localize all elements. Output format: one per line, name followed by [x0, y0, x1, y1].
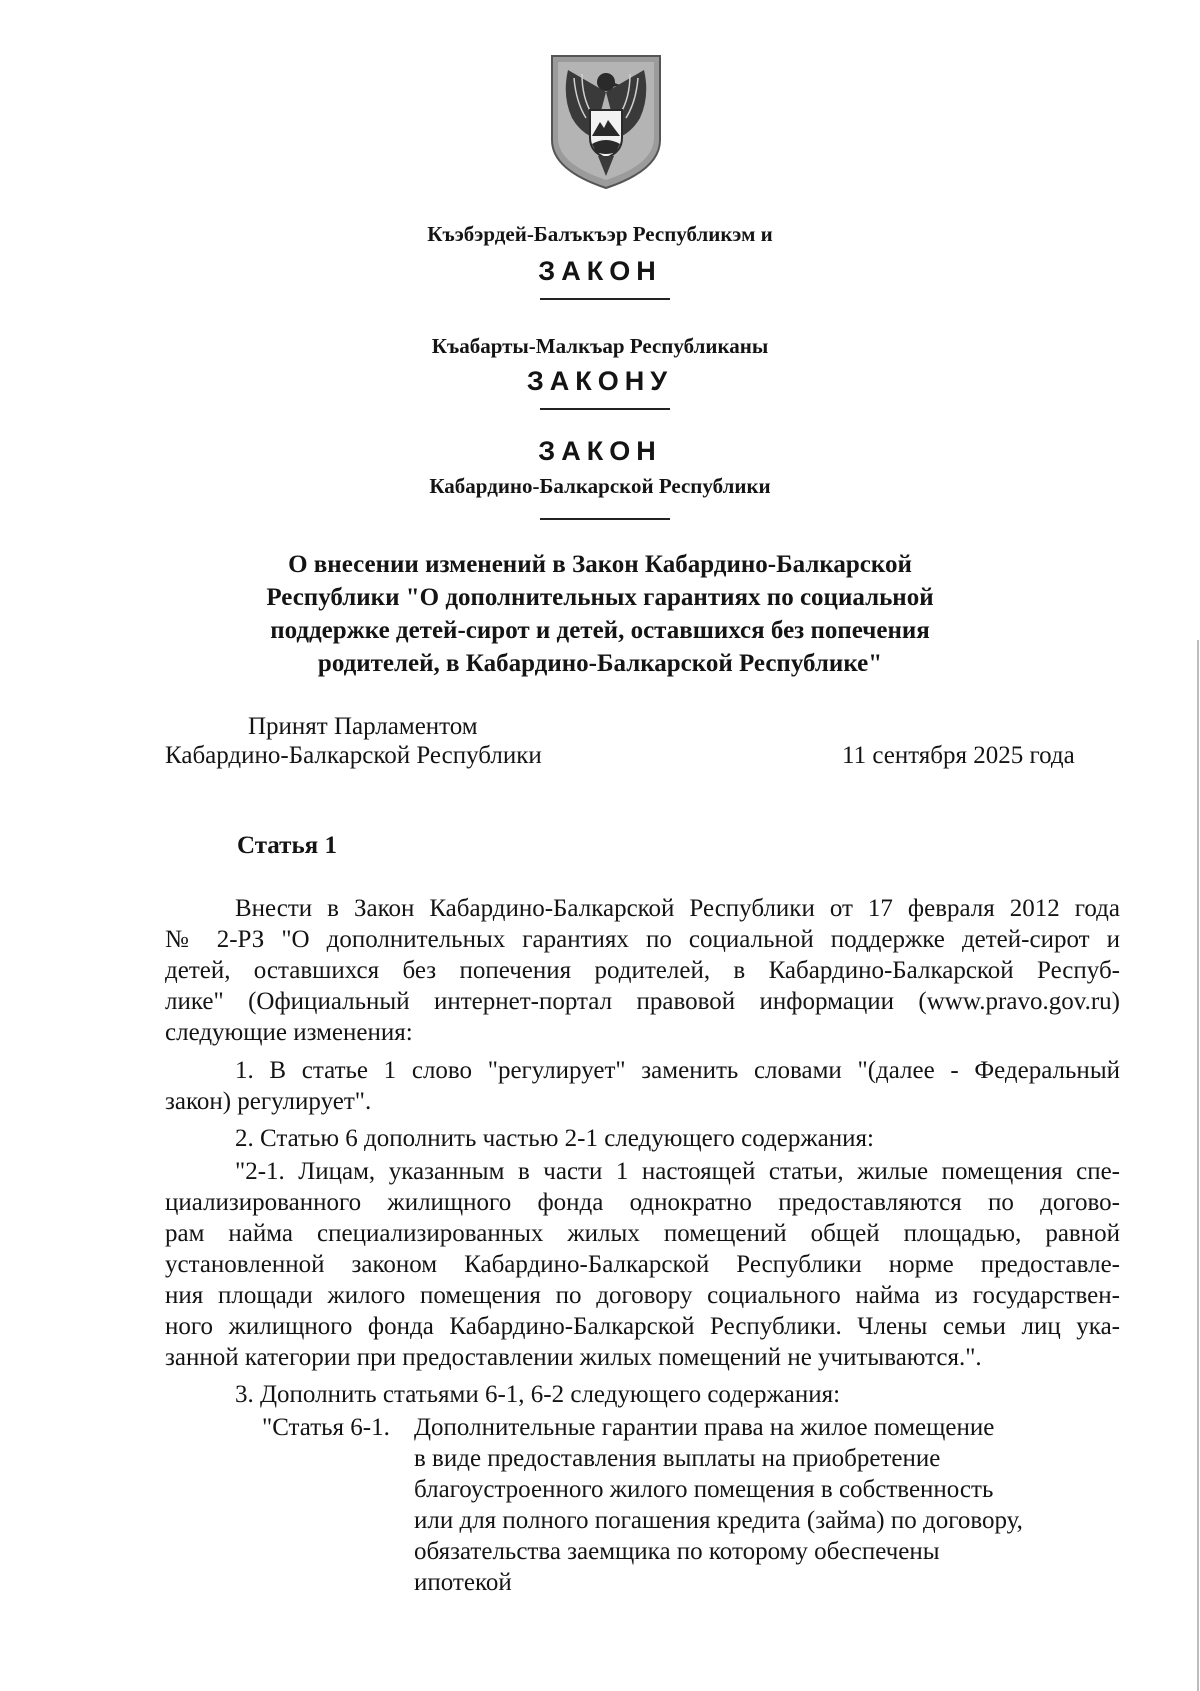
item-3: 3. Дополнить статьями 6-1, 6-2 следующего содержания:	[235, 1381, 841, 1408]
header-rule	[540, 408, 670, 410]
article-6-1-line: в виде предоставления выплаты на приобретение	[414, 1445, 941, 1472]
title-line: поддержке детей-сирот и детей, оставшихся без попечения	[270, 617, 930, 644]
coat-of-arms-emblem	[546, 52, 666, 192]
body-line: закон) регулирует".	[165, 1088, 372, 1115]
article-heading: Статья 1	[237, 832, 337, 859]
body-line: № 2-РЗ "О дополнительных гарантиях по социальной поддержке детей-сирот и	[165, 926, 1120, 953]
balkar-law-word: ЗАКОНУ	[526, 366, 674, 396]
article-6-1-line: или для полного погашения кредита (займа) по договору,	[414, 1507, 1023, 1534]
header-rule	[540, 518, 670, 520]
header-rule	[540, 298, 670, 300]
law-title	[230, 548, 970, 680]
intro-paragraph	[165, 893, 1120, 1048]
russian-header: Кабардино-Балкарской Республики	[429, 474, 771, 498]
body-line: следующие изменения:	[165, 1019, 413, 1046]
body-line: занной категории при предоставлении жилых помещений не учитываются.".	[165, 1344, 982, 1371]
scan-edge-line	[1197, 640, 1199, 1691]
item-2: 2. Статью 6 дополнить частью 2-1 следующего содержания:	[235, 1125, 874, 1152]
body-line: ного жилищного фонда Кабардино-Балкарской Республики. Члены семьи лиц ука-	[165, 1313, 1120, 1340]
body-line: 1. В статье 1 слово "регулирует" заменить словами "(далее - Федеральный	[235, 1057, 1120, 1084]
adoption-line-1: Принят Парламентом	[248, 713, 478, 740]
article-6-1-line: ипотекой	[414, 1569, 512, 1596]
item-1	[165, 1055, 1120, 1117]
item-2-text	[165, 1156, 1120, 1373]
article-6-1-line: Дополнительные гарантии права на жилое помещение	[414, 1414, 995, 1441]
body-line: детей, оставшихся без попечения родителей, в Кабардино-Балкарской Респуб-	[165, 957, 1120, 984]
russian-law-word: ЗАКОН	[538, 436, 662, 466]
title-line: родителей, в Кабардино-Балкарской Республике"	[317, 650, 883, 677]
body-line: ния площади жилого помещения по договору социального найма из государствен-	[165, 1282, 1120, 1309]
body-line: лике" (Официальный интернет-портал правовой информации (www.pravo.gov.ru)	[165, 988, 1120, 1015]
body-line: рам найма специализированных жилых помещений общей площадью, равной	[165, 1220, 1120, 1247]
adoption-date: 11 сентября 2025 года	[842, 742, 1075, 769]
article-6-1-line: обязательства заемщика по которому обеспечены	[414, 1538, 940, 1565]
article-6-1-label: "Статья 6-1.	[262, 1414, 390, 1441]
title-line: О внесении изменений в Закон Кабардино-Балкарской	[288, 551, 912, 578]
body-line: Внести в Закон Кабардино-Балкарской Республики от 17 февраля 2012 года	[235, 895, 1120, 922]
title-line: Республики "О дополнительных гарантиях по социальной	[266, 584, 934, 611]
body-line: циализированного жилищного фонда однократно предоставляются по догово-	[165, 1189, 1120, 1216]
body-line: установленной законом Кабардино-Балкарской Республики норме предоставле-	[165, 1251, 1120, 1278]
body-line: "2-1. Лицам, указанным в части 1 настоящей статьи, жилые помещения спе-	[235, 1158, 1120, 1185]
kabardian-header: Къэбэрдей-Балъкъэр Республикэм и	[427, 222, 773, 246]
adoption-line-2: Кабардино-Балкарской Республики	[165, 742, 542, 769]
article-6-1-line: благоустроенного жилого помещения в собственность	[414, 1476, 994, 1503]
balkar-header: Къабарты-Малкъар Республиканы	[431, 334, 769, 358]
kabardian-law-word: ЗАКОН	[538, 256, 662, 286]
